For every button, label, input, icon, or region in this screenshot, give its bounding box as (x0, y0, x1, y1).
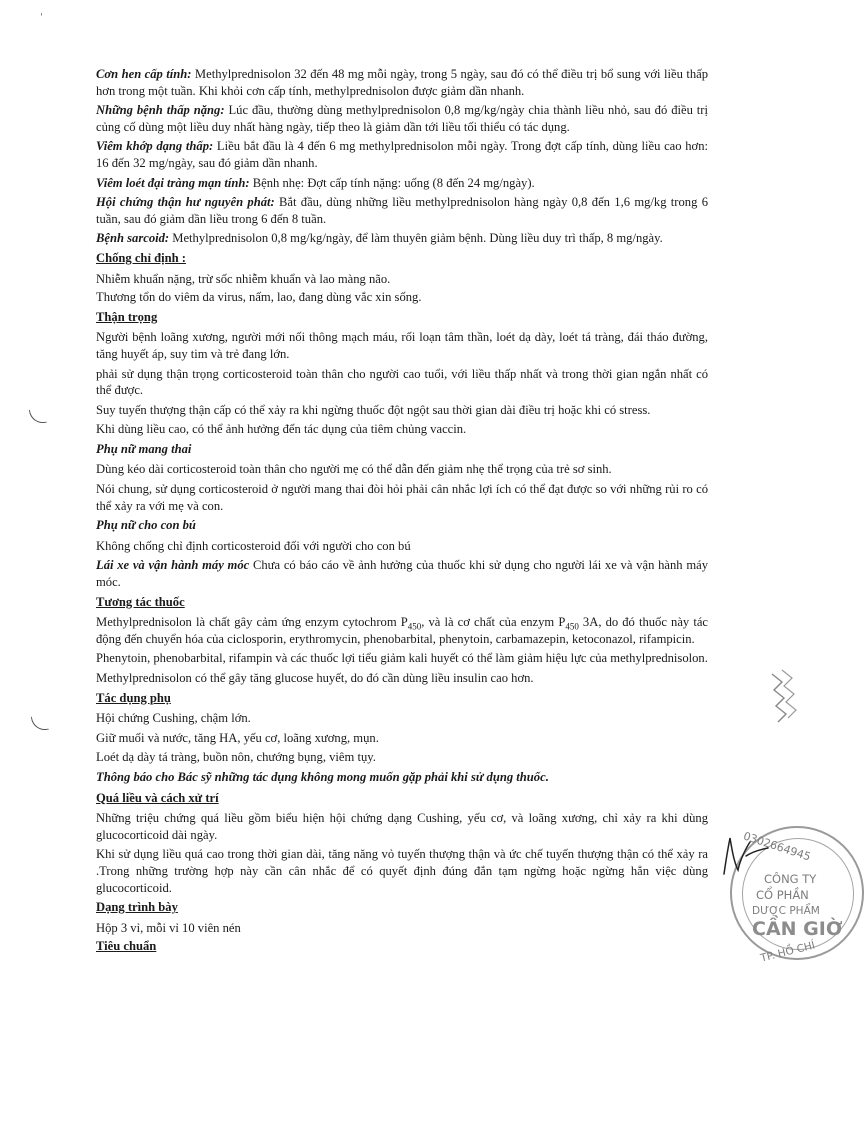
interactions-text: , và là cơ chất của enzym P (421, 615, 566, 630)
driving-label: Lái xe và vận hành máy móc (96, 558, 250, 573)
seal-line: CỔ PHẦN (756, 888, 809, 902)
precaution-paragraph: Khi dùng liều cao, có thể ảnh hưởng đến tác dụng của tiêm chủng vaccin. (96, 422, 467, 437)
precautions-heading: Thận trọng (96, 309, 158, 324)
seal-line: DƯỢC PHẨM (752, 905, 820, 917)
dosage-asthma (96, 66, 708, 99)
contraindication-item: Nhiễm khuẩn nặng, trừ sốc nhiễm khuẩn và lao màng não. (96, 271, 391, 286)
dosage-label: Bệnh sarcoid: (96, 231, 170, 246)
subscript: 450 (565, 621, 579, 632)
driving-text: Chưa có báo cáo về ảnh hưởng của thuốc khi sử dụng cho người lái xe và vận hành máy móc. (96, 558, 708, 590)
dosage-label: Viêm khớp dạng thấp: (96, 139, 214, 154)
document-body (96, 66, 708, 959)
overdose-paragraph: Khi sử dụng liều quá cao trong thời gian dài, tăng năng vỏ tuyến thượng thận và ức chế tuyến thượng thận có thể xảy ra .Trong những trường hợp này cần cân nhắc để có quyết định đúng đắn tạm ngừng hoặc ngừng hẳn việc dùng glucocorticoid. (96, 847, 708, 895)
contraindications-heading: Chống chỉ định : (96, 250, 186, 265)
edge-pattern-mark (768, 668, 800, 728)
doctor-notice: Thông báo cho Bác sỹ những tác dụng không mong muốn gặp phải khi sử dụng thuốc. (96, 769, 549, 784)
lactation-paragraph: Không chống chỉ định corticosteroid đối với người cho con bú (96, 538, 411, 553)
overdose-paragraph: Những triệu chứng quá liều gồm biểu hiện hội chứng dạng Cushing, yếu cơ, và loãng xương, chỉ xảy ra khi dùng glucocorticoid dài ngày. (96, 811, 708, 842)
lactation-heading: Phụ nữ cho con bú (96, 518, 196, 533)
punch-hole-mark (31, 714, 50, 733)
side-effect-item: Loét dạ dày tá tràng, buồn nôn, chướng bụng, viêm tụy. (96, 750, 376, 765)
interactions-text: 3A, do đó thuốc này tác động đến chuyển hóa của ciclosporin, erythromycin, phenobarbital, phenytoin, carbamazepin, ketoconazol, rifampicin. (96, 615, 708, 646)
precaution-paragraph: Suy tuyến thượng thận cấp có thể xảy ra khi ngừng thuốc đột ngột sau thời gian dài điều trị hoặc khi có stress. (96, 402, 651, 417)
dosage-nephrotic (96, 194, 708, 227)
dosage-text: Bắt đầu, dùng những liều methylprednisolon hàng ngày 0,8 đến 1,6 mg/kg trong 6 tuần, sau đó giảm dần liều trong 6 đến 8 tuần. (96, 195, 708, 226)
dosage-label: Cơn hen cấp tính: (96, 67, 192, 81)
dosage-severe-rheumatic (96, 102, 708, 135)
side-effects-heading: Tác dụng phụ (96, 690, 171, 705)
dosage-label: Hội chứng thận hư nguyên phát: (96, 195, 275, 210)
presentation-text: Hộp 3 vỉ, mỗi vỉ 10 viên nén (96, 920, 241, 935)
precaution-paragraph: Người bệnh loãng xương, người mới nối thông mạch máu, rối loạn tâm thần, loét dạ dày, loét tá tràng, đái tháo đường, tăng huyết áp, suy tim và trẻ đang lớn. (96, 330, 708, 361)
dosage-label: Những bệnh thấp nặng: (96, 103, 225, 118)
pregnancy-paragraph: Dùng kéo dài corticosteroid toàn thân cho người mẹ có thể dẫn đến giảm nhẹ thể trọng của trẻ sơ sinh. (96, 462, 612, 477)
dosage-text: Methylprednisolon 0,8 mg/kg/ngày, để làm thuyên giảm bệnh. Dùng liều duy trì thấp, 8 mg/ngày. (169, 231, 663, 246)
punch-hole-mark (29, 407, 48, 426)
interactions-heading: Tương tác thuốc (96, 594, 185, 609)
standard-heading: Tiêu chuẩn (96, 939, 157, 954)
page-tick-mark: ' (40, 12, 43, 23)
side-effect-item: Giữ muối và nước, tăng HA, yếu cơ, loãng xương, mụn. (96, 730, 379, 745)
contraindication-item: Thương tổn do viêm da virus, nấm, lao, đang dùng vắc xin sống. (96, 290, 422, 305)
signature (716, 830, 776, 878)
driving-paragraph (96, 557, 708, 590)
side-effect-item: Hội chứng Cushing, chậm lớn. (96, 711, 251, 726)
dosage-sarcoid (96, 230, 708, 247)
precaution-paragraph: phải sử dụng thận trọng corticosteroid toàn thân cho người cao tuổi, với liều thấp nhất và trong thời gian ngắn nhất có thể được. (96, 366, 708, 398)
dosage-text: Methylprednisolon 32 đến 48 mg mỗi ngày, trong 5 ngày, sau đó có thể điều trị bổ sung với liều thấp hơn trong một tuần. Khi khỏi cơn cấp tính, methylprednisolon được giảm dần nhanh. (96, 67, 709, 98)
interactions-paragraph: Methylprednisolon có thể gây tăng glucose huyết, do đó cần dùng liều insulin cao hơn. (96, 671, 534, 685)
dosage-text: Liều bắt đầu là 4 đến 6 mg methylprednisolon mỗi ngày. Trong đợt cấp tính, dùng liều cao hơn: 16 đến 32 mg/ngày, sau đó giảm dần nhanh. (96, 139, 709, 170)
seal-line: CẦN GIỜ (752, 918, 843, 940)
dosage-label: Viêm loét đại tràng mạn tính: (96, 175, 250, 190)
seal-line: TP. HỒ CHÍ (759, 939, 817, 965)
dosage-text: Lúc đầu, thường dùng methylprednisolon 0,8 mg/kg/ngày chia thành liều nhỏ, sau đó điều trị củng cố dùng một liều duy nhất hàng ngày, tiếp theo là giảm dần tới liều tối thiểu có tác dụng. (96, 103, 708, 134)
interactions-paragraph: Phenytoin, phenobarbital, rifampin và các thuốc lợi tiểu giảm kali huyết có thể làm giảm hiệu lực của methylprednisolon. (96, 651, 708, 666)
pregnancy-heading: Phụ nữ mang thai (96, 441, 192, 456)
pregnancy-paragraph: Nói chung, sử dụng corticosteroid ở người mang thai đòi hỏi phải cân nhắc lợi ích có thể đạt được so với những rủi ro có thể xảy ra với mẹ và con. (96, 482, 708, 513)
seal-number: 0302664945 (741, 829, 813, 864)
presentation-heading: Dạng trình bày (96, 900, 178, 915)
subscript: 450 (407, 621, 422, 632)
dosage-ulcerative-colitis (96, 175, 708, 192)
interactions-text: Methylprednisolon là chất gây cảm ứng enzym cytochrom P (96, 615, 408, 630)
interactions-paragraph (96, 614, 708, 647)
seal-line: CÔNG TY (764, 872, 817, 886)
overdose-heading: Quá liều và cách xử trí (96, 790, 219, 805)
dosage-text: Bệnh nhẹ: Đợt cấp tính nặng: uống (8 đến 24 mg/ngày). (249, 175, 535, 190)
dosage-rheumatoid-arthritis (96, 138, 708, 171)
